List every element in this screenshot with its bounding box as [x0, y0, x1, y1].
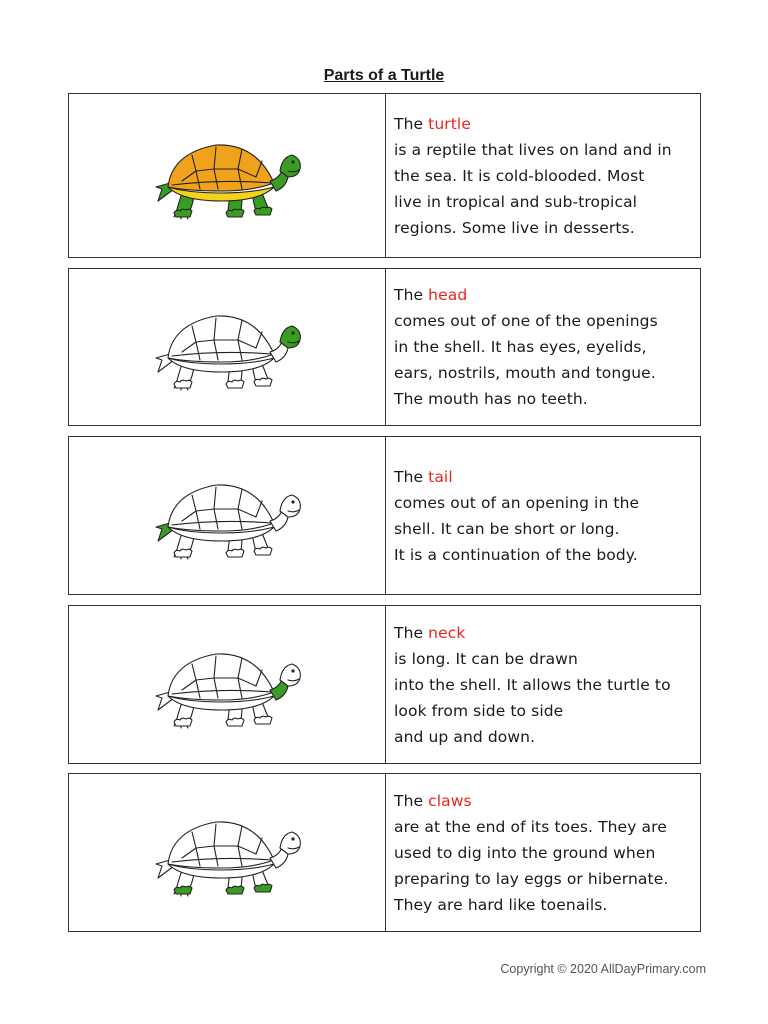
text-cell	[386, 437, 700, 594]
turtle-image-cell	[69, 94, 386, 257]
turtle-image-cell	[69, 437, 386, 594]
description-line: live in tropical and sub-tropical	[394, 192, 638, 211]
description	[394, 282, 658, 412]
turtle-illustration	[152, 302, 302, 392]
description-line: comes out of one of the openings	[394, 312, 658, 330]
description-line: are at the end of its toes. They are	[394, 817, 667, 836]
description-line: into the shell. It allows the turtle to	[394, 675, 671, 694]
description-line: shell. It can be short or long.	[394, 519, 620, 538]
description-line: comes out of an opening in the	[394, 493, 640, 512]
text-cell	[386, 94, 700, 257]
description	[394, 111, 672, 241]
description-line: the sea. It is cold-blooded. Most	[394, 166, 645, 185]
copyright-notice: Copyright © 2020 AllDayPrimary.com	[500, 962, 706, 976]
page-title: Parts of a Turtle	[323, 67, 445, 84]
turtle-illustration	[152, 808, 302, 898]
term-label: head	[428, 286, 468, 304]
description-line: in the shell. It has eyes, eyelids,	[394, 338, 647, 356]
description-line: regions. Some live in desserts.	[394, 218, 635, 237]
description-line: is long. It can be drawn	[394, 649, 578, 668]
description	[394, 788, 668, 918]
text-cell	[386, 774, 700, 931]
term-label: neck	[428, 623, 466, 642]
description	[394, 464, 639, 568]
description-line: It is a continuation of the body.	[394, 545, 638, 564]
card-neck	[68, 605, 701, 764]
term-label: claws	[428, 791, 472, 810]
description-line: used to dig into the ground when	[394, 843, 656, 862]
turtle-illustration	[152, 640, 302, 730]
card-head	[68, 268, 701, 426]
term-label: tail	[428, 467, 453, 486]
description-line: and up and down.	[394, 727, 536, 746]
text-cell	[386, 606, 700, 763]
lead-text: The	[394, 467, 429, 486]
description-line: The mouth has no teeth.	[394, 390, 588, 408]
turtle-image-cell	[69, 774, 386, 931]
turtle-illustration	[152, 471, 302, 561]
description-line: preparing to lay eggs or hibernate.	[394, 869, 669, 888]
description-line: is a reptile that lives on land and in	[394, 140, 672, 159]
lead-text: The	[394, 791, 429, 810]
description-line: They are hard like toenails.	[394, 895, 608, 914]
lead-text: The	[394, 114, 429, 133]
description	[394, 620, 671, 750]
card-claws	[68, 773, 701, 932]
term-label: turtle	[428, 114, 471, 133]
card-tail	[68, 436, 701, 595]
turtle-image-cell	[69, 269, 386, 425]
lead-text: The	[394, 286, 429, 304]
description-line: look from side to side	[394, 701, 564, 720]
text-cell	[386, 269, 700, 425]
lead-text: The	[394, 623, 429, 642]
card-turtle	[68, 93, 701, 258]
turtle-image-cell	[69, 606, 386, 763]
description-line: ears, nostrils, mouth and tongue.	[394, 364, 656, 382]
turtle-illustration	[152, 131, 302, 221]
